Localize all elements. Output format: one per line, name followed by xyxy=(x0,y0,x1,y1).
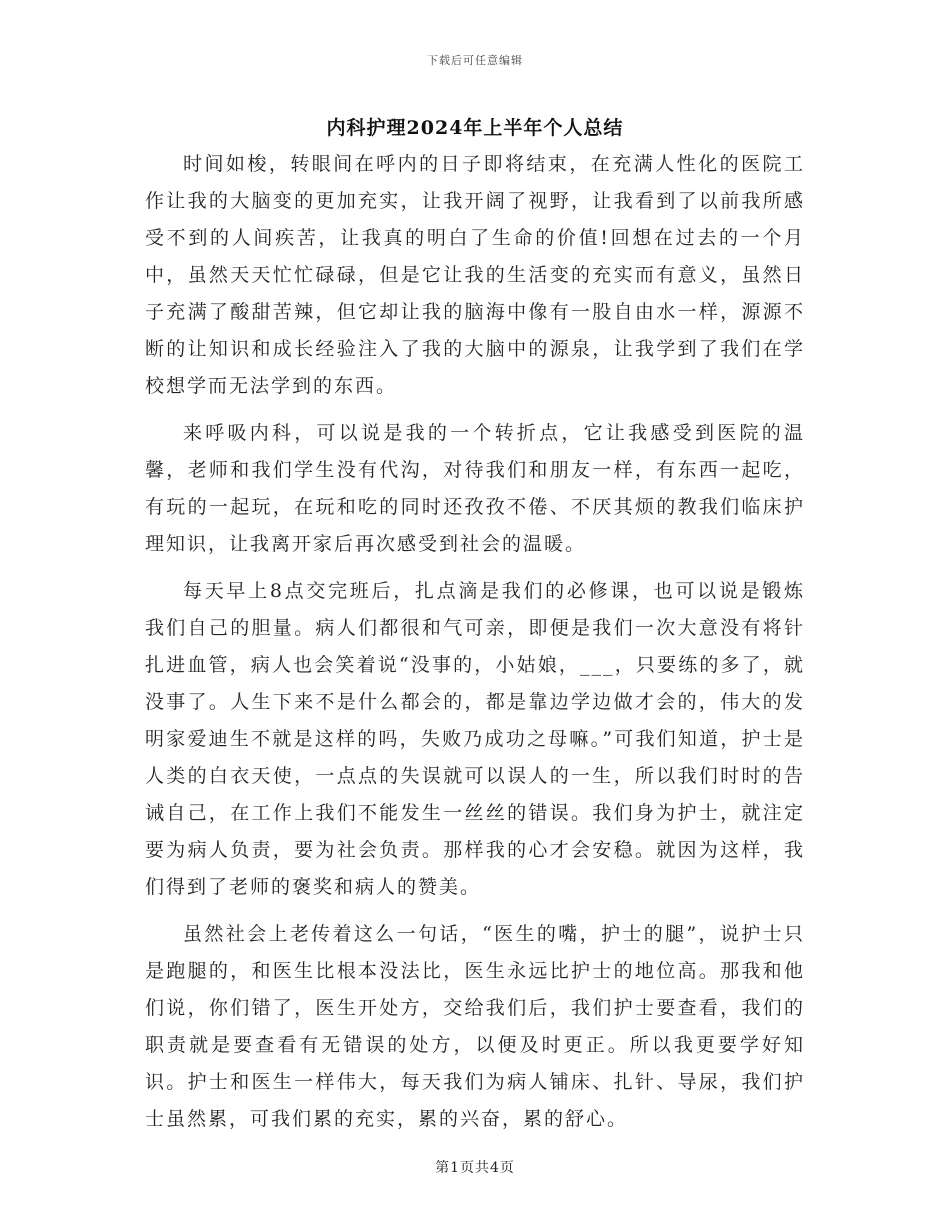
header-note: 下载后可任意编辑 xyxy=(427,54,523,67)
document-body xyxy=(145,146,805,1148)
paragraph-4: 虽然社会上老传着这么一句话，“医生的嘴，护士的腿”，说护士只是跑腿的，和医生比根本没法比，医生永远比护士的地位高。那我和他们说，你们错了，医生开处方，交给我们后，我们护士要查看，我们的职责就是要查看有无错误的处方，以便及时更正。所以我更要学好知识。护士和医生一样伟大，每天我们为病人铺床、扎针、导尿，我们护士虽然累，可我们累的充实，累的兴奋，累的舒心。 xyxy=(145,923,805,1130)
paragraph-1: 时间如梭，转眼间在呼内的日子即将结束，在充满人性化的医院工作让我的大脑变的更加充实，让我开阔了视野，让我看到了以前我所感受不到的人间疾苦，让我真的明白了生命的价值!回想在过去的一个月中，虽然天天忙忙碌碌，但是它让我的生活变的充实而有意义，虽然日子充满了酸甜苦辣，但它却让我的脑海中像有一股自由水一样，源源不断的让知识和成长经验注入了我的大脑中的源泉，让我学到了我们在学校想学而无法学到的东西。 xyxy=(145,153,805,397)
paragraph-2: 来呼吸内科，可以说是我的一个转折点，它让我感受到医院的温馨，老师和我们学生没有代沟，对待我们和朋友一样，有东西一起吃，有玩的一起玩，在玩和吃的同时还孜孜不倦、不厌其烦的教我们临床护理知识，让我离开家后再次感受到社会的温暖。 xyxy=(145,422,805,555)
document-title: 内科护理2024年上半年个人总结 xyxy=(326,117,624,139)
paragraph-3: 每天早上8点交完班后，扎点滴是我们的必修课，也可以说是锻炼我们自己的胆量。病人们都很和气可亲，即便是我们一次大意没有将针扎进血管，病人也会笑着说“没事的，小姑娘，___，只要练的多了，就没事了。人生下来不是什么都会的，都是靠边学边做才会的，伟大的发明家爱迪生不就是这样的吗，失败乃成功之母嘛。”可我们知道，护士是人类的白衣天使，一点点的失误就可以误人的一生，所以我们时时的告诫自己，在工作上我们不能发生一丝丝的错误。我们身为护士，就注定要为病人负责，要为社会负责。那样我的心才会安稳。就因为这样，我们得到了老师的褒奖和病人的赞美。 xyxy=(145,580,805,898)
page-number: 第1页共4页 xyxy=(435,1160,515,1176)
